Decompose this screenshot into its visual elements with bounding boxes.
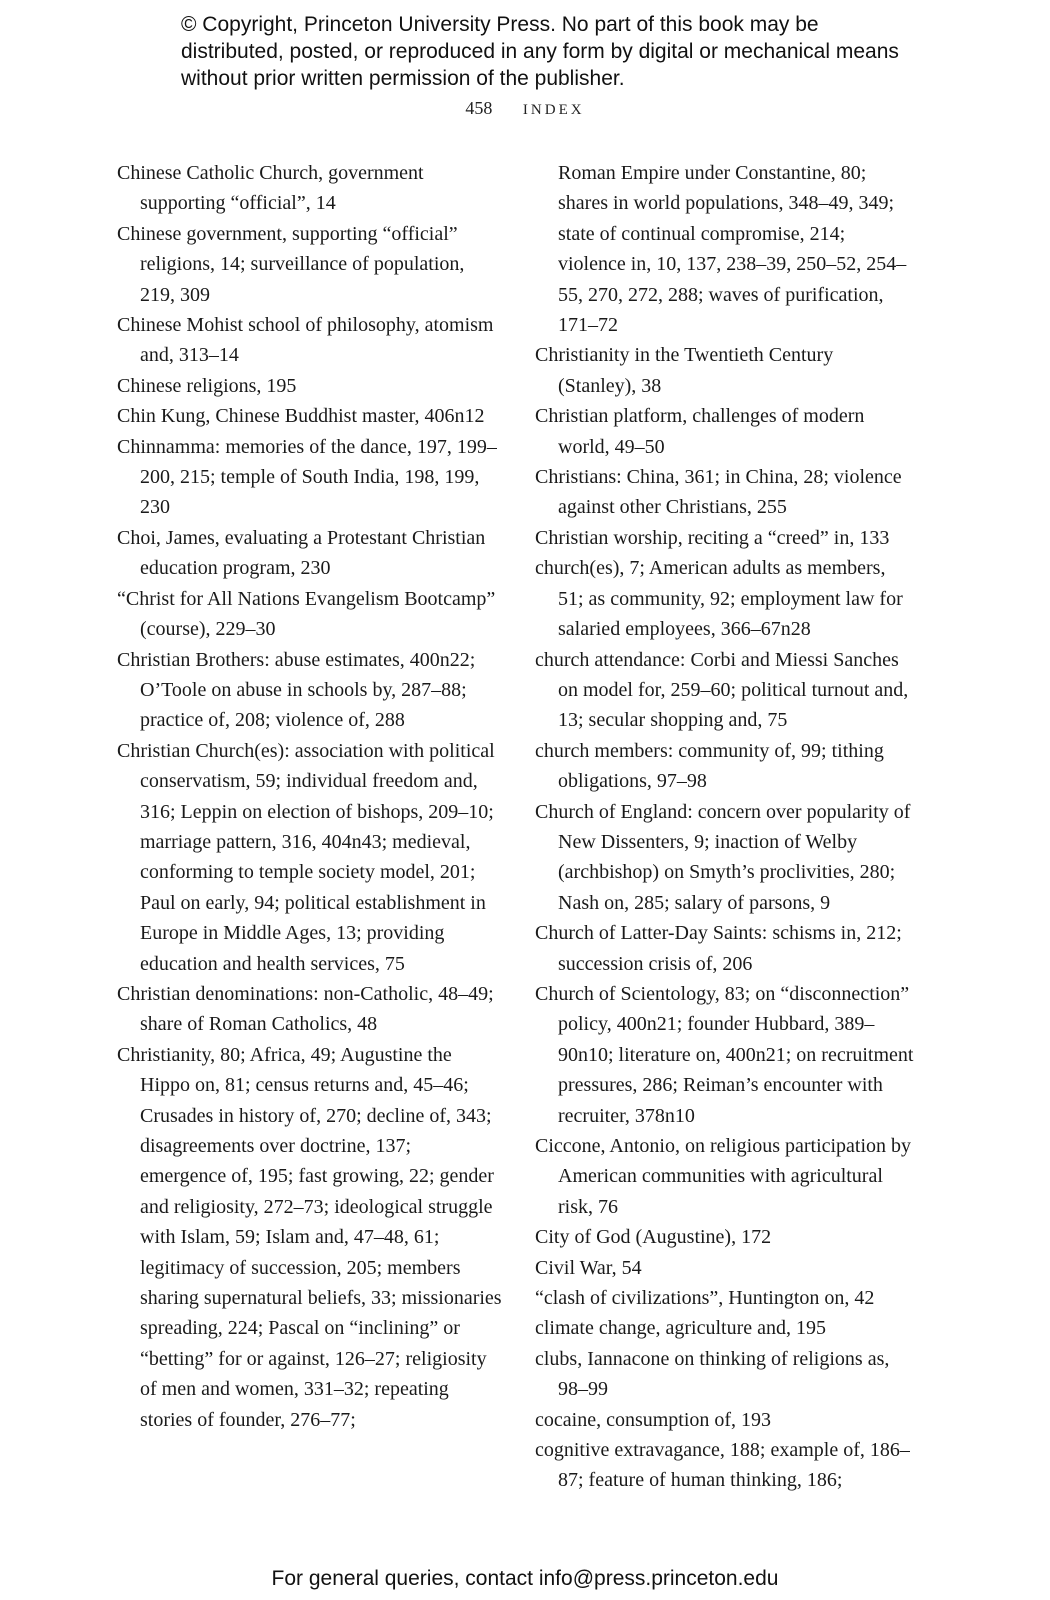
contact-footer: For general queries, contact info@press.princeton.edu [271, 1567, 779, 1590]
index-entry: “Christ for All Nations Evangelism Bootcamp” (course), 229–30 [117, 587, 496, 641]
index-entry: Church of England: concern over popularity of New Dissenters, 9; inaction of Welby (archbishop) on Smyth’s proclivities, 280; Nash on, 285; salary of parsons, 9 [535, 800, 911, 914]
index-entry: Christian platform, challenges of modern world, 49–50 [535, 405, 865, 458]
index-entry: Church of Scientology, 83; on “disconnection” policy, 400n21; founder Hubbard, 389–90n10; literature on, 400n21; on recruitment pressures, 286; Reiman’s encounter with recruiter, 378n10 [535, 982, 914, 1127]
page-number: 458 [465, 98, 493, 118]
index-entry: Christianity in the Twentieth Century (Stanley), 38 [535, 344, 834, 397]
index-entry: Chinese Mohist school of philosophy, atomism and, 313–14 [117, 314, 494, 367]
running-head [0, 98, 1050, 119]
index-entry: Chinese government, supporting “official” religions, 14; surveillance of population, 219, 309 [117, 222, 465, 306]
index-entry: Ciccone, Antonio, on religious participation by American communities with agricultural risk, 76 [535, 1135, 912, 1218]
index-entry: Christianity, 80; Africa, 49; Augustine the Hippo on, 81; census returns and, 45–46; Crusades in history of, 270; decline of, 343; disagreements over doctrine, 137; emergence of, 195; fast growing, 22; gender and religiosity, 272–73; ideological struggle with Islam, 59; Islam and, 47–48, 61; legitimacy of succession, 205; members sharing supernatural beliefs, 33; missionaries spreading, 224; Pascal on “inclining” or “betting” for or against, 126–27; religiosity of men and women, 331–32; repeating stories of founder, 276–77; [117, 1043, 502, 1431]
index-entry: Civil War, 54 [535, 1256, 642, 1279]
index-entry: Christian denominations: non-Catholic, 48–49; share of Roman Catholics, 48 [117, 982, 494, 1036]
index-entry-continuation: Roman Empire under Constantine, 80; shares in world populations, 348–49, 349; state of continual compromise, 214; violence in, 10, 137, 238–39, 250–52, 254–55, 270, 272, 288; waves of purification, 171–72 [558, 162, 907, 337]
index-entry: cognitive extravagance, 188; example of, 186–87; feature of human thinking, 186; [535, 1439, 910, 1492]
index-entry: cocaine, consumption of, 193 [535, 1408, 772, 1431]
index-entry: Chinese religions, 195 [117, 374, 297, 397]
index-entry: Choi, James, evaluating a Protestant Christian education program, 230 [117, 526, 486, 580]
index-entry: City of God (Augustine), 172 [535, 1226, 772, 1249]
index-entry: Christian worship, reciting a “creed” in, 133 [535, 526, 890, 549]
index-column-left [117, 158, 502, 1435]
index-entry: church members: community of, 99; tithing obligations, 97–98 [535, 739, 884, 793]
index-entry: Chinnamma: memories of the dance, 197, 199–200, 215; temple of South India, 198, 199, 230 [117, 435, 497, 519]
index-entry: Chinese Catholic Church, government supporting “official”, 14 [117, 162, 424, 215]
index-entry: clubs, Iannacone on thinking of religions as, 98–99 [535, 1347, 890, 1401]
index-entry: church(es), 7; American adults as members, 51; as community, 92; employment law for salaried employees, 366–67n28 [535, 557, 903, 641]
index-entry: Christian Church(es): association with political conservatism, 59; individual freedom and, 316; Leppin on election of bishops, 209–10; marriage pattern, 316, 404n43; medieval, conforming to temple society model, 201; Paul on early, 94; political establishment in Europe in Middle Ages, 13; providing education and health services, 75 [117, 739, 495, 975]
index-entry: Chin Kung, Chinese Buddhist master, 406n12 [117, 405, 485, 428]
index-entry: church attendance: Corbi and Miessi Sanches on model for, 259–60; political turnout and, 13; secular shopping and, 75 [535, 648, 909, 732]
index-entry: “clash of civilizations”, Huntington on, 42 [535, 1287, 875, 1310]
section-title: INDEX [522, 102, 585, 118]
copyright-notice: © Copyright, Princeton University Press. No part of this book may be distributed, posted, or reproduced in any form by digital or mechanical means without prior written permission of the publisher. [181, 13, 899, 90]
index-column-right [535, 158, 915, 1496]
index-entry: Church of Latter-Day Saints: schisms in, 212; succession crisis of, 206 [535, 922, 902, 975]
index-entry: Christians: China, 361; in China, 28; violence against other Christians, 255 [535, 466, 902, 519]
index-entry: climate change, agriculture and, 195 [535, 1317, 826, 1340]
index-entry: Christian Brothers: abuse estimates, 400n22; O’Toole on abuse in schools by, 287–88; practice of, 208; violence of, 288 [117, 648, 476, 732]
